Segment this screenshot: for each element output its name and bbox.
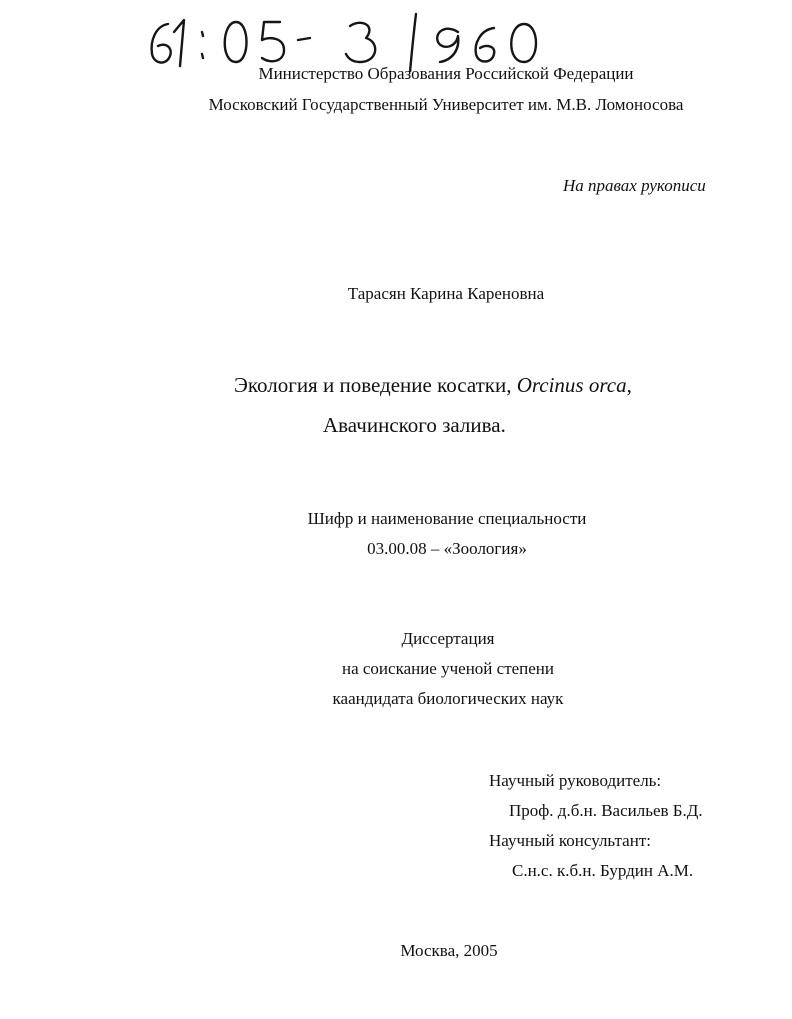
- specialty-code: 03.00.08 – «Зоология»: [367, 539, 527, 558]
- city-year: Москва, 2005: [400, 941, 498, 960]
- species-latin-name: Orcinus orca: [516, 373, 627, 397]
- thesis-title-prefix: Экология и поведение косатки,: [234, 373, 517, 397]
- thesis-title-line-2: Авачинского залива.: [323, 413, 506, 437]
- ministry-line: Министерство Образования Российской Федерации: [258, 64, 634, 83]
- thesis-title-suffix: ,: [626, 373, 632, 397]
- author-name: [0, 284, 792, 304]
- manuscript-rights: На правах рукописи: [563, 176, 706, 195]
- thesis-title-line-1: [234, 373, 632, 398]
- dissertation-purpose: на соискание ученой степени: [341, 659, 555, 678]
- consultant-name: С.н.с. к.б.н. Бурдин А.М.: [512, 861, 694, 880]
- dissertation-degree: каандидата биологических наук: [332, 689, 564, 708]
- handwritten-archive-mark: [140, 10, 560, 72]
- consultant-label: Научный консультант:: [489, 831, 651, 850]
- supervisor-name: Проф. д.б.н. Васильев Б.Д.: [509, 801, 703, 820]
- supervisor-label: Научный руководитель:: [489, 771, 662, 790]
- author-name-text: Тарасян Карина Кареновна: [347, 284, 545, 303]
- university-line: Московский Государственный Университет им. М.В. Ломоносова: [208, 95, 684, 114]
- specialty-label: Шифр и наименование специальности: [307, 509, 587, 528]
- dissertation-type: Диссертация: [401, 629, 495, 648]
